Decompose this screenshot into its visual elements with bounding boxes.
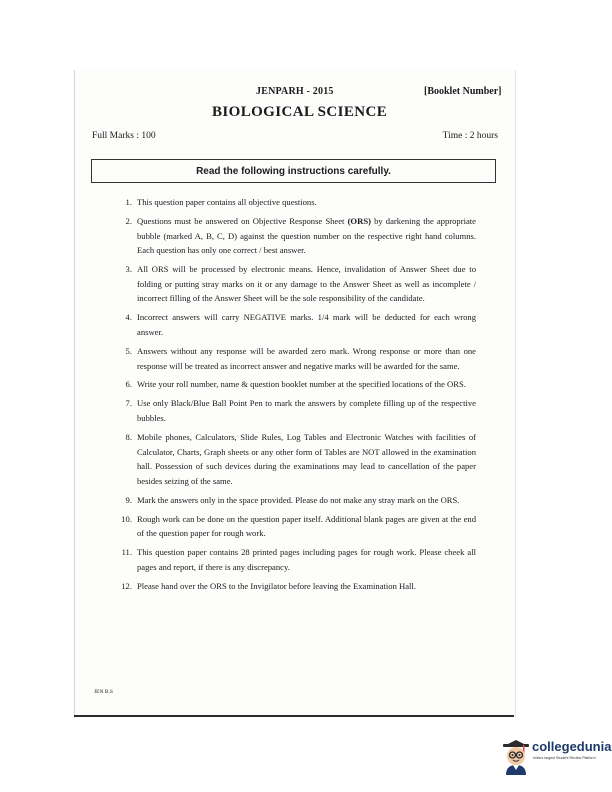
instruction-number: 3. [125,264,132,275]
page-bottom-rule [74,715,514,717]
student-mascot-icon [500,735,534,775]
instruction-item [110,344,476,373]
instruction-text: Rough work can be done on the question paper itself. Additional blank pages are given at the end of the question paper for rough work. [137,513,476,539]
instruction-item [110,214,476,258]
instruction-number: 7. [125,398,132,409]
instruction-text: Mobile phones, Calculators, Slide Rules, Log Tables and Electronic Watches with facilities of Calculator, Charts, Graph sheets or any other form of Tables are NOT allowed in the examination hall. Possession of such devices during the examinations may lead to cancellation of the paper besides seizing of the same. [137,432,476,486]
instruction-item [110,310,476,339]
instruction-item [110,262,476,306]
collegedunia-logo[interactable] [500,735,610,775]
instruction-number: 2. [125,215,132,226]
instruction-item [110,512,476,541]
exam-time: Time : 2 hours [442,131,498,141]
instruction-text: This question paper contains all objective questions. [137,197,317,207]
instruction-text: Write your roll number, name & question booklet number at the specified locations of the ORS. [137,379,466,390]
instruction-item [110,545,476,574]
instruction-number: 9. [125,494,132,505]
instruction-text: Mark the answers only in the space provided. Please do not make any stray mark on the ORS. [137,494,460,505]
instruction-text-part: by darkening the appropriate bubble (marked A, B, C, D) against the question number on the respective right hand columns. Each question has only one correct / best answer. [137,215,476,256]
instruction-number: 6. [125,379,132,390]
instructions-heading-box [91,159,496,183]
paper-title: BIOLOGICAL SCIENCE [212,104,388,120]
instruction-text: Please hand over the ORS to the Invigilator before leaving the Examination Hall. [137,580,416,591]
instruction-item [110,579,476,594]
instruction-number: 11. [121,547,132,558]
instruction-number: 4. [125,312,132,323]
instruction-number: 10. [121,513,132,524]
instruction-item [110,396,476,425]
exam-code: JENPARH - 2015 [256,86,334,97]
instructions-heading: Read the following instructions carefully. [196,165,391,177]
instruction-text: All ORS will be processed by electronic means. Hence, invalidation of Answer Sheet due to folding or putting stray marks on it or any damage to the Answer Sheet as well as incomplete / incorrect filling of the Answer Sheet will be the sole responsibility of the candidate. [137,264,476,304]
instruction-text [137,214,476,258]
instruction-item [110,195,476,210]
instruction-text: Answers without any response will be awarded zero mark. Wrong response or more than one response will be treated as incorrect answer and negative marks will be awarded for the same. [137,345,476,371]
instruction-number: 1. [125,197,132,207]
footer-code: JEN B.S [94,689,113,695]
instruction-item [110,377,476,392]
instruction-text: Use only Black/Blue Ball Point Pen to mark the answers by complete filling up of the respective bubbles. [137,398,476,424]
instruction-item [110,430,476,488]
instruction-item [110,493,476,508]
booklet-number-label: [Booklet Number] [424,86,502,97]
instruction-number: 5. [125,345,132,356]
logo-tagline: India's largest Student Review Platform [533,756,596,760]
logo-name: collegedunia [532,739,612,754]
full-marks: Full Marks : 100 [92,131,156,141]
instruction-text: Incorrect answers will carry NEGATIVE marks. 1/4 mark will be deducted for each wrong answer. [137,312,476,337]
instructions-list [110,195,476,598]
instruction-number: 12. [121,580,132,591]
instruction-text: This question paper contains 28 printed pages including pages for rough work. Please cheek all pages and report, if there is any discrepancy. [137,547,476,572]
instruction-number: 8. [125,432,132,443]
ors-emphasis: (ORS) [347,215,371,226]
instruction-text-part: Questions must be answered on Objective Response Sheet [137,215,348,226]
